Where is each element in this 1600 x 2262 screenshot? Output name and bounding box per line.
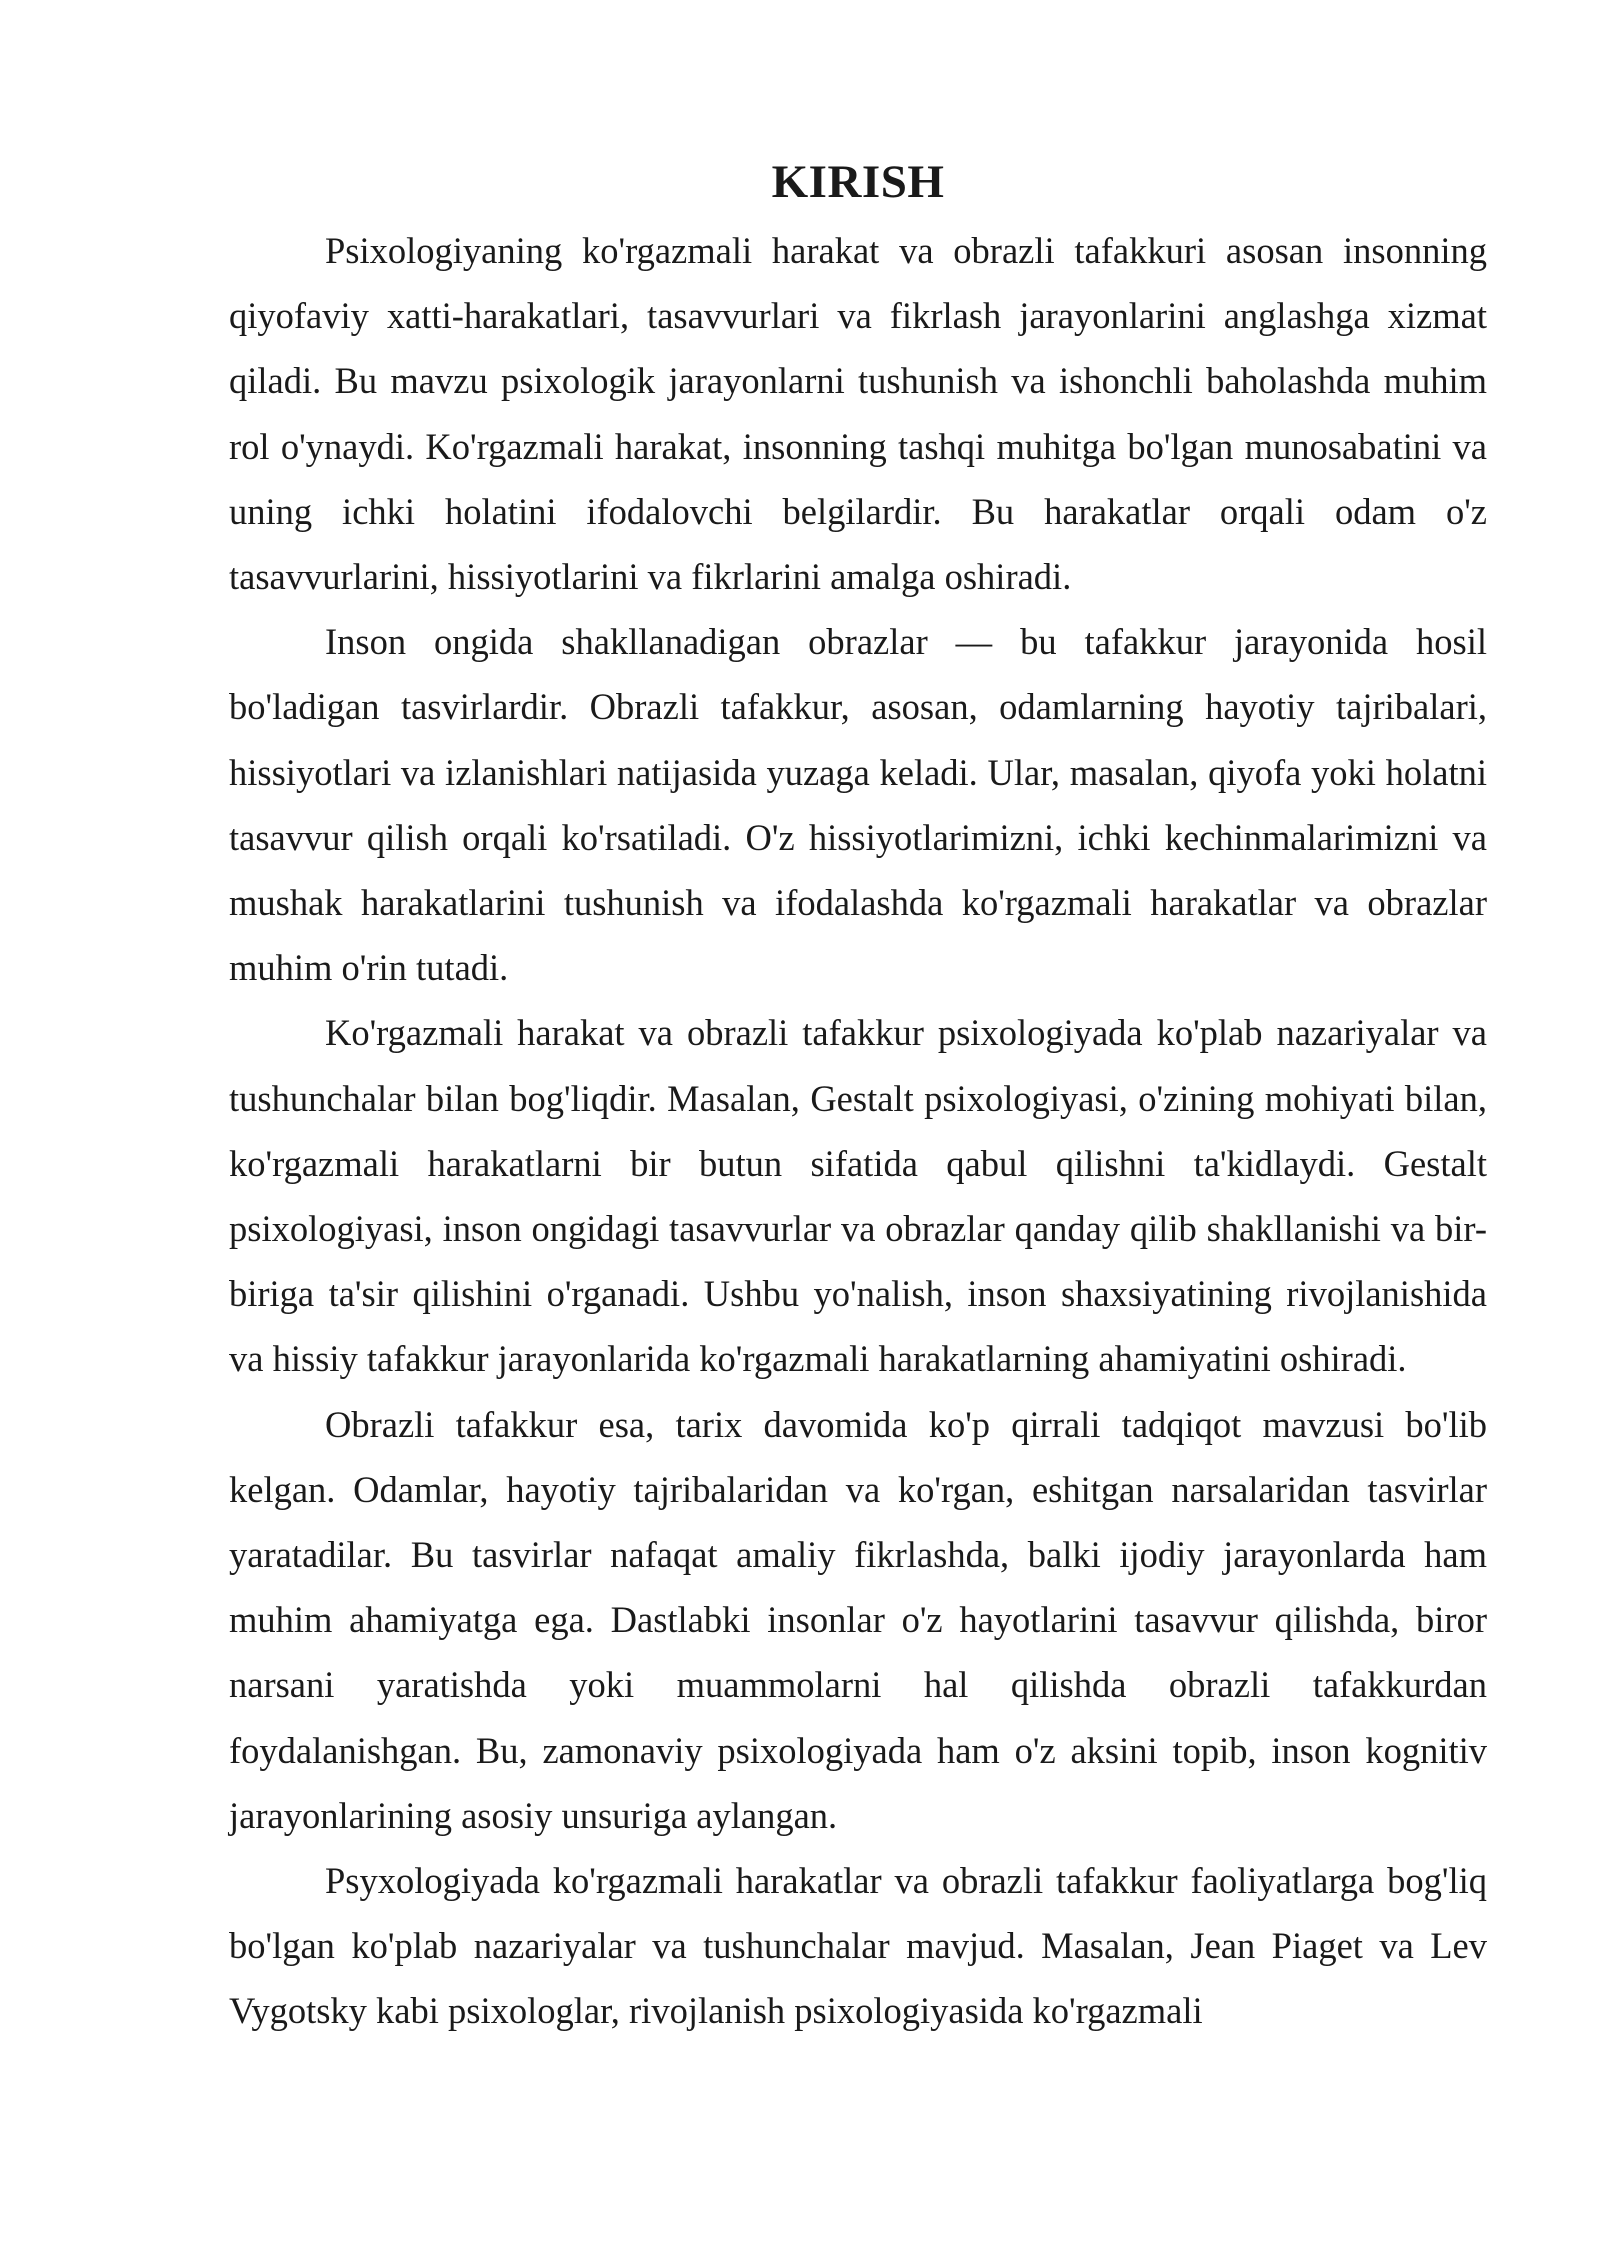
document-body bbox=[229, 148, 1487, 2044]
paragraph-5: Psyxologiyada ko'rgazmali harakatlar va obrazli tafakkur faoliyatlarga bog'liq bo'lgan ko'plab nazariyalar va tushunchalar mavjud. Masalan, Jean Piaget va Lev Vygotsky kabi psixologlar, rivojlanish psixologiyasida ko'rgazmali bbox=[229, 1860, 1487, 2032]
paragraph-3: Ko'rgazmali harakat va obrazli tafakkur psixologiyada ko'plab nazariyalar va tushunchalar bilan bog'liqdir. Masalan, Gestalt psixologiyasi, o'zining mohiyati bilan, ko'rgazmali harakatlarni bir butun sifatida qabul qilishni ta'kidlaydi. Gestalt psixologiyasi, inson ongidagi tasavvurlar va obrazlar qanday qilib shakllanishi va bir-biriga ta'sir qilishini o'rganadi. Ushbu yo'nalish, inson shaxsiyatining rivojlanishida va hissiy tafakkur jarayonlarida ko'rgazmali harakatlarning ahamiyatini oshiradi. bbox=[229, 1012, 1487, 1380]
paragraph-4: Obrazli tafakkur esa, tarix davomida ko'p qirrali tadqiqot mavzusi bo'lib kelgan. Odamlar, hayotiy tajribalaridan va ko'rgan, eshitgan narsalaridan tasvirlar yaratadilar. Bu tasvirlar nafaqat amaliy fikrlashda, balki ijodiy jarayonlarda ham muhim ahamiyatga ega. Dastlabki insonlar o'z hayotlarini tasavvur qilishda, biror narsani yaratishda yoki muammolarni hal qilishda obrazli tafakkurdan foydalanishgan. Bu, zamonaviy psixologiyada ham o'z aksini topib, inson kognitiv jarayonlarining asosiy unsuriga aylangan. bbox=[229, 1403, 1487, 1836]
paragraph-2: Inson ongida shakllanadigan obrazlar — bu tafakkur jarayonida hosil bo'ladigan tasvirlardir. Obrazli tafakkur, asosan, odamlarning hayotiy tajribalari, hissiyotlari va izlanishlari natijasida yuzaga keladi. Ular, masalan, qiyofa yoki holatni tasavvur qilish orqali ko'rsatiladi. O'z hissiyotlarimizni, ichki kechinmalarimizni va mushak harakatlarini tushunish va ifodalashda ko'rgazmali harakatlar va obrazlar muhim o'rin tutadi. bbox=[229, 621, 1487, 989]
paragraph-1: Psixologiyaning ko'rgazmali harakat va obrazli tafakkuri asosan insonning qiyofaviy xatti-harakatlari, tasavvurlari va fikrlash jarayonlarini anglashga xizmat qiladi. Bu mavzu psixologik jarayonlarni tushunish va ishonchli baholashda muhim rol o'ynaydi. Ko'rgazmali harakat, insonning tashqi muhitga bo'lgan munosabatini va uning ichki holatini ifodalovchi belgilardir. Bu harakatlar orqali odam o'z tasavvurlarini, hissiyotlarini va fikrlarini amalga oshiradi. bbox=[229, 230, 1487, 598]
page-title: KIRISH bbox=[771, 156, 945, 208]
